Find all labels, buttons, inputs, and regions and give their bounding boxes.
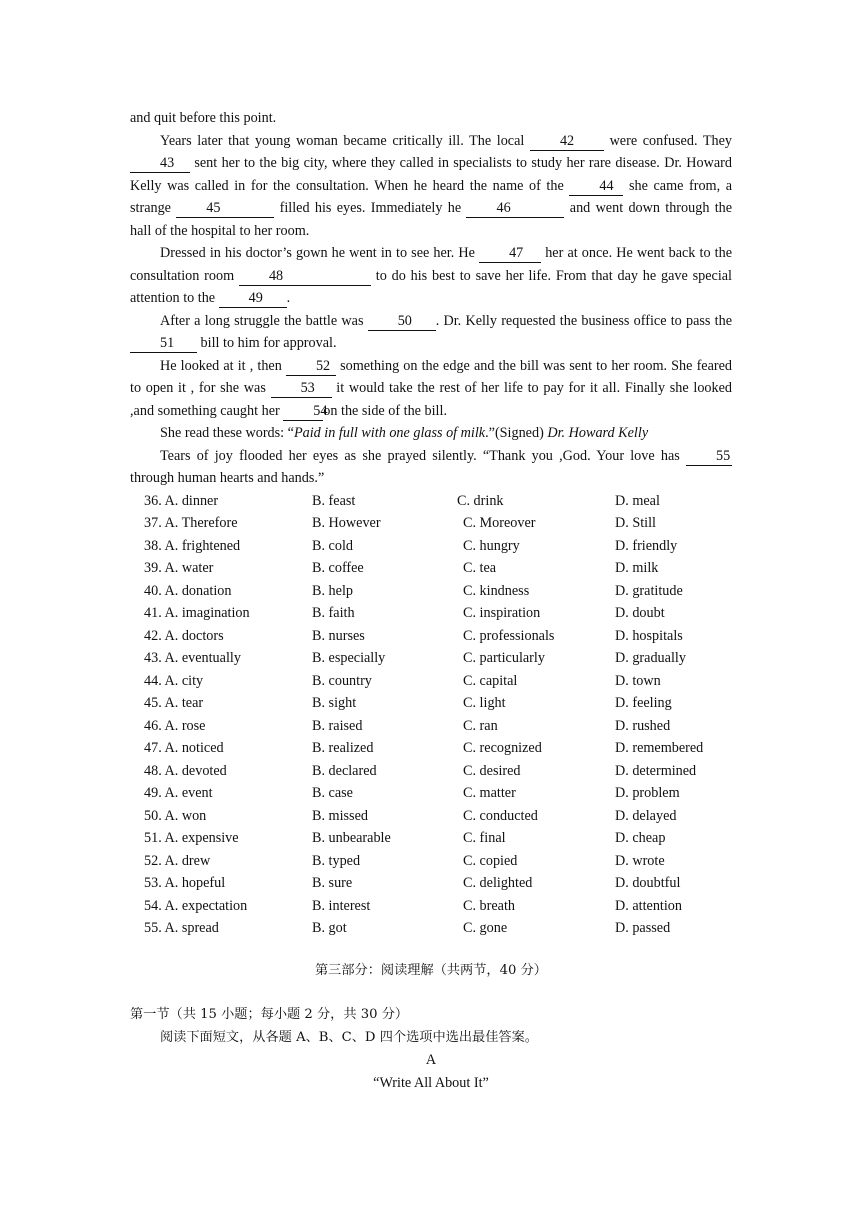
passage-text: through human hearts and hands.” [130,470,325,486]
option-c: C. Moreover [463,515,536,531]
passage-paragraph [130,242,732,310]
option-a: 43. A. eventually [144,650,241,666]
option-c: C. capital [463,672,518,689]
option-c: C. matter [463,785,516,801]
blank-50: 50 [368,313,436,331]
option-c: C. delighted [463,875,533,891]
option-d: D. feeling [615,695,672,711]
option-d: D. doubt [615,605,665,621]
passage-text: . Dr. Kelly requested the business office to pass the [435,312,732,329]
passage-text: she came from, a strange [130,177,733,216]
question-row [130,827,732,850]
question-row [130,490,732,513]
option-b: B. faith [312,605,355,621]
question-row [130,535,732,558]
option-d: D. attention [615,897,682,914]
option-c: C. breath [463,897,516,914]
option-b: B. sight [312,695,357,711]
option-d: D. meal [615,492,660,509]
question-row [130,580,732,603]
option-c: C. hungry [463,537,520,554]
passage-text: on the side of the bill. [323,402,447,419]
passage-text: and went down through the hall of the hospital to her room. [130,200,733,239]
question-row [130,760,732,783]
italic-quote: Paid in full with one glass of milk [293,425,486,441]
blank-44: 44 [569,178,623,196]
passage-text: He looked at it , then [160,357,282,374]
blank-54: 54 [283,403,323,421]
option-c: C. recognized [463,740,542,756]
option-d: D. wrote [615,852,665,869]
option-c: C. gone [463,920,508,936]
option-d: D. gratitude [615,582,683,599]
option-c: C. copied [463,852,518,869]
option-c: C. light [463,695,506,711]
exam-page [130,107,732,1094]
article-title: “Write All About It” [373,1074,489,1091]
option-a: 52. A. drew [144,852,211,869]
option-b: B. However [312,515,381,531]
option-b: B. unbearable [312,830,391,846]
passage-paragraph [130,130,732,243]
option-b: B. country [312,672,372,689]
blank-49: 49 [219,290,287,308]
question-row [130,670,732,693]
option-d: D. rushed [615,717,671,734]
question-row [130,692,732,715]
blank-42: 42 [530,133,604,151]
blank-53: 53 [271,380,332,398]
option-d: D. town [615,672,661,689]
question-row [130,872,732,895]
option-d: D. hospitals [615,627,683,644]
option-a: 44. A. city [144,672,204,689]
passage-text: . [286,290,291,306]
option-a: 38. A. frightened [144,537,241,554]
option-c: C. inspiration [463,605,541,621]
option-a: 53. A. hopeful [144,875,226,891]
section-title: 第三部分：阅读理解（共两节，40 分） [315,962,547,978]
option-a: 49. A. event [144,785,213,801]
blank-55: 55 [686,448,732,466]
signature-name: Dr. Howard Kelly [547,425,649,441]
option-b: B. coffee [312,560,364,576]
option-d: D. doubtful [615,875,681,891]
option-a: 37. A. Therefore [144,515,238,531]
option-b: B. interest [312,897,371,914]
passage-paragraph [130,355,732,423]
passage-text: her at once. He went back to the consultation room [130,245,732,284]
blank-48: 48 [239,268,371,286]
option-b: B. nurses [312,627,365,644]
option-c: C. desired [463,762,521,779]
option-d: D. cheap [615,830,666,846]
passage-text: She read these words: “ [160,425,294,441]
blank-51: 51 [130,335,197,353]
option-a: 41. A. imagination [144,605,250,621]
option-c: C. kindness [463,582,530,599]
option-b: B. help [312,582,353,599]
option-a: 36. A. dinner [144,492,219,509]
option-a: 40. A. donation [144,582,232,599]
passage-text: sent her to the big city, where they called in specialists to study her rare disease. Dr. Howard Kelly was called in for the consultation. When he heard the name of the [130,155,732,194]
option-a: 55. A. spread [144,920,219,936]
option-a: 50. A. won [144,807,207,824]
passage-letter: A [425,1052,437,1068]
option-a: 39. A. water [144,560,214,576]
option-b: B. missed [312,807,368,824]
option-c: C. particularly [463,650,545,666]
passage-text: it would take the rest of her life to pay for it all. Finally she looked ,and something caught her [130,380,732,419]
option-d: D. milk [615,560,659,576]
option-c: C. final [463,830,506,846]
question-row [130,625,732,648]
passage-paragraph [130,445,732,490]
question-row [130,602,732,625]
blank-52: 52 [286,358,336,376]
option-a: 54. A. expectation [144,897,248,914]
option-d: D. determined [615,762,697,779]
passage-text: bill to him for approval. [200,335,337,351]
question-row [130,805,732,828]
instruction-text: 阅读下面短文，从各题 A、B、C、D 四个选项中选出最佳答案。 [160,1029,538,1045]
option-c: C. ran [463,717,498,734]
question-row [130,737,732,760]
option-b: B. feast [312,492,356,509]
question-row [130,715,732,738]
option-b: B. sure [312,875,353,891]
passage-text: were confused. They [609,132,732,149]
question-row [130,917,732,940]
option-d: D. passed [615,920,671,936]
passage-paragraph [130,310,732,355]
question-row [130,895,732,918]
option-c: C. conducted [463,807,538,824]
option-b: B. declared [312,762,377,779]
question-row [130,512,732,535]
passage-text: Dressed in his doctor’s gown he went in to see her. He [160,245,475,261]
option-d: D. problem [615,785,680,801]
part-heading: 第一节（共 15 小题；每小题 2 分，共 30 分） [130,1007,409,1022]
passage-text: After a long struggle the battle was [160,312,364,329]
option-b: B. typed [312,852,361,869]
option-a: 42. A. doctors [144,627,224,644]
blank-43: 43 [130,155,190,173]
option-b: B. got [312,920,347,936]
passage-text: Years later that young woman became critically ill. The local [160,132,525,149]
passage-line: and quit before this point. [130,110,277,126]
option-d: D. delayed [615,807,677,824]
question-row [130,782,732,805]
option-a: 48. A. devoted [144,762,227,779]
option-b: B. case [312,785,353,801]
question-list [130,490,732,940]
option-d: D. friendly [615,537,678,554]
option-a: 46. A. rose [144,717,206,734]
option-a: 45. A. tear [144,695,204,711]
option-d: D. gradually [615,650,686,666]
option-d: D. remembered [615,740,704,756]
blank-47: 47 [479,245,541,263]
passage-text: something on the edge and the bill was sent to her room. She feared to open it , for she was [130,357,732,396]
passage-paragraph [130,422,732,445]
passage-text: filled his eyes. Immediately he [279,200,462,216]
option-c: C. tea [463,560,497,576]
option-b: B. cold [312,537,353,554]
option-c: C. professionals [463,627,555,644]
option-a: 51. A. expensive [144,830,239,846]
passage-text: Tears of joy flooded her eyes as she prayed silently. “Thank you ,God. Your love has [160,447,680,464]
question-row [130,557,732,580]
option-b: B. realized [312,740,374,756]
blank-46: 46 [466,200,564,218]
option-b: B. especially [312,650,386,666]
question-row [130,647,732,670]
passage-text: .”(Signed) [485,425,544,441]
option-d: D. Still [615,515,656,531]
passage-text: to do his best to save her life. From that day he gave special attention to the [130,267,732,306]
blank-45: 45 [176,200,274,218]
question-row [130,850,732,873]
option-c: C. drink [457,492,504,509]
option-a: 47. A. noticed [144,740,224,756]
option-b: B. raised [312,717,363,734]
